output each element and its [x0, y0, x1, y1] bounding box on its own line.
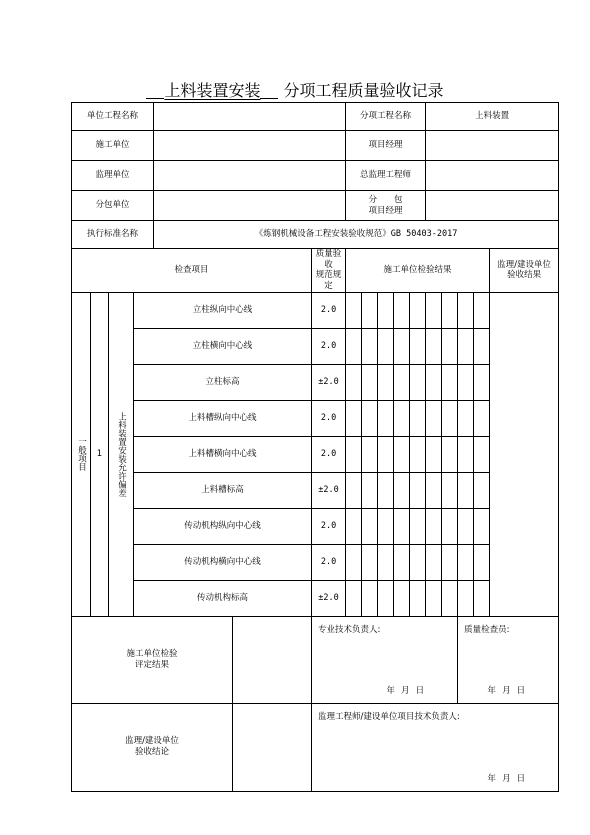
date-month: 月	[502, 773, 511, 784]
item-spec: 2.0	[312, 436, 346, 472]
conclusion-label-line-2: 验收结论	[135, 747, 170, 757]
quality-spec-header-line-1: 质量验收	[315, 249, 342, 270]
result-cell[interactable]	[378, 472, 394, 508]
date-year: 年	[386, 685, 396, 696]
check-item-header: 检查项目	[72, 249, 312, 293]
evaluation-blank[interactable]	[233, 616, 312, 703]
date-year: 年	[487, 773, 497, 784]
result-cell[interactable]	[362, 328, 378, 364]
evaluation-label-line-1: 施工单位检验	[126, 648, 178, 659]
check-item-row	[72, 436, 559, 472]
result-cell[interactable]	[410, 328, 426, 364]
result-cell[interactable]	[458, 580, 474, 616]
unit-project-value[interactable]	[154, 103, 346, 131]
quality-spec-header-line-2: 规范规定	[315, 270, 342, 291]
result-cell[interactable]	[410, 508, 426, 544]
title-underline-left	[146, 97, 164, 99]
item-spec: 2.0	[312, 292, 346, 328]
result-cell[interactable]	[458, 292, 474, 328]
supervision-date	[485, 774, 529, 785]
date-day: 日	[415, 685, 425, 696]
result-cell[interactable]	[426, 580, 442, 616]
result-cell[interactable]	[442, 472, 458, 508]
category-label: 一般项目	[76, 437, 87, 471]
result-cell[interactable]	[410, 472, 426, 508]
result-cell[interactable]	[362, 400, 378, 436]
result-cell[interactable]	[474, 508, 490, 544]
result-cell[interactable]	[378, 436, 394, 472]
item-name: 立柱纵向中心线	[134, 292, 312, 328]
result-cell[interactable]	[474, 436, 490, 472]
result-cell[interactable]	[378, 508, 394, 544]
title-project-name: 上料装置安装	[164, 81, 261, 100]
result-cell[interactable]	[378, 328, 394, 364]
result-cell[interactable]	[378, 364, 394, 400]
result-cell[interactable]	[346, 544, 362, 580]
item-spec: 2.0	[312, 544, 346, 580]
supervision-signer-label: 监理工程师/建设单位项目技术负责人:	[318, 711, 460, 722]
supervision-result-header	[490, 249, 559, 293]
result-cell[interactable]	[362, 508, 378, 544]
result-cell[interactable]	[378, 580, 394, 616]
result-cell[interactable]	[346, 508, 362, 544]
result-cell[interactable]	[458, 400, 474, 436]
item-name: 上料槽横向中心线	[134, 436, 312, 472]
result-cell[interactable]	[394, 436, 410, 472]
item-name: 立柱标高	[134, 364, 312, 400]
standard-label: 执行标准名称	[72, 221, 154, 249]
result-cell[interactable]	[346, 328, 362, 364]
evaluation-label-line-2: 评定结果	[135, 659, 170, 670]
header-row-supervisor	[72, 161, 559, 191]
result-cell[interactable]	[394, 292, 410, 328]
result-cell[interactable]	[426, 292, 442, 328]
sub-manager-label-line-1: 分 包	[368, 194, 403, 205]
result-cell[interactable]	[346, 400, 362, 436]
item-spec: ±2.0	[312, 580, 346, 616]
result-cell[interactable]	[410, 436, 426, 472]
supervision-signature[interactable]	[312, 703, 559, 791]
result-cell[interactable]	[362, 472, 378, 508]
item-spec: ±2.0	[312, 472, 346, 508]
result-cell[interactable]	[458, 508, 474, 544]
result-cell[interactable]	[426, 364, 442, 400]
category-cell	[72, 292, 91, 616]
result-cell[interactable]	[410, 544, 426, 580]
check-item-row	[72, 508, 559, 544]
subcontractor-value[interactable]	[154, 191, 346, 221]
column-header-row	[72, 249, 559, 293]
result-cell[interactable]	[442, 328, 458, 364]
item-spec: 2.0	[312, 328, 346, 364]
evaluation-label	[72, 616, 233, 703]
result-cell[interactable]	[474, 580, 490, 616]
result-cell[interactable]	[426, 508, 442, 544]
result-cell[interactable]	[378, 400, 394, 436]
result-cell[interactable]	[458, 544, 474, 580]
result-cell[interactable]	[458, 472, 474, 508]
unit-project-label: 单位工程名称	[72, 103, 154, 131]
header-row-standard	[72, 221, 559, 249]
conclusion-label-line-1: 监理/建设单位	[125, 736, 179, 747]
date-day: 日	[516, 773, 526, 784]
result-cell[interactable]	[346, 472, 362, 508]
title-underline-right	[260, 97, 278, 99]
item-spec: ±2.0	[312, 364, 346, 400]
tech-lead-label: 专业技术负责人:	[318, 624, 381, 635]
result-cell[interactable]	[394, 544, 410, 580]
standard-value: 《炼钢机械设备工程安装验收规范》GB 50403-2017	[154, 221, 559, 249]
date-day: 日	[516, 685, 526, 696]
result-cell[interactable]	[362, 580, 378, 616]
result-cell[interactable]	[394, 328, 410, 364]
item-name: 传动机构标高	[134, 580, 312, 616]
supervision-result-header-line-1: 监理/建设单位	[497, 259, 552, 270]
item-name: 传动机构横向中心线	[134, 544, 312, 580]
result-cell[interactable]	[378, 544, 394, 580]
result-cell[interactable]	[362, 544, 378, 580]
page-title	[0, 78, 590, 101]
sub-manager-label	[346, 191, 426, 221]
result-cell[interactable]	[474, 544, 490, 580]
check-item-row	[72, 472, 559, 508]
tech-lead-date	[384, 686, 428, 697]
result-cell[interactable]	[394, 364, 410, 400]
result-cell[interactable]	[394, 400, 410, 436]
item-spec: 2.0	[312, 508, 346, 544]
result-cell[interactable]	[442, 436, 458, 472]
result-cell[interactable]	[426, 328, 442, 364]
inspector-date	[485, 686, 529, 697]
project-manager-value[interactable]	[426, 131, 559, 161]
project-manager-label: 项目经理	[346, 131, 426, 161]
result-cell[interactable]	[458, 436, 474, 472]
result-cell[interactable]	[362, 364, 378, 400]
item-name: 上料槽纵向中心线	[134, 400, 312, 436]
check-item-row	[72, 400, 559, 436]
result-cell[interactable]	[474, 328, 490, 364]
quality-spec-header	[312, 249, 346, 293]
result-cell[interactable]	[346, 292, 362, 328]
result-cell[interactable]	[442, 508, 458, 544]
supervisor-label: 监理单位	[72, 161, 154, 191]
supervision-result-cell[interactable]	[490, 292, 559, 616]
sub-manager-label-line-2: 项目经理	[368, 205, 403, 216]
result-cell[interactable]	[458, 328, 474, 364]
date-month: 月	[401, 685, 410, 696]
result-cell[interactable]	[362, 292, 378, 328]
check-item-row	[72, 328, 559, 364]
header-row-unit-project	[72, 103, 559, 131]
result-cell[interactable]	[410, 364, 426, 400]
group-name-label: 上料装置安装允许偏差	[116, 411, 127, 497]
result-cell[interactable]	[378, 292, 394, 328]
supervisor-value[interactable]	[154, 161, 346, 191]
inspector-signature[interactable]	[458, 616, 559, 703]
header-row-subcontractor	[72, 191, 559, 221]
supervision-result-header-line-2: 验收结果	[507, 270, 542, 281]
check-item-row	[72, 292, 559, 328]
result-cell[interactable]	[442, 292, 458, 328]
result-cell[interactable]	[362, 436, 378, 472]
date-month: 月	[502, 685, 511, 696]
item-spec: 2.0	[312, 400, 346, 436]
result-cell[interactable]	[458, 364, 474, 400]
title-suffix: 分项工程质量验收记录	[283, 81, 444, 100]
result-cell[interactable]	[426, 544, 442, 580]
sub-manager-value[interactable]	[426, 191, 559, 221]
result-cell[interactable]	[394, 580, 410, 616]
acceptance-record-table	[71, 102, 559, 792]
group-number-cell: 1	[91, 292, 109, 616]
result-cell[interactable]	[426, 472, 442, 508]
header-row-constructor	[72, 131, 559, 161]
conclusion-label	[72, 703, 233, 791]
result-cell[interactable]	[346, 364, 362, 400]
evaluation-row	[72, 616, 559, 703]
group-name-cell	[109, 292, 134, 616]
constructor-value[interactable]	[154, 131, 346, 161]
sub-project-label: 分项工程名称	[346, 103, 426, 131]
tech-lead-signature[interactable]	[312, 616, 458, 703]
result-cell[interactable]	[474, 364, 490, 400]
chief-engineer-label: 总监理工程师	[346, 161, 426, 191]
chief-engineer-value[interactable]	[426, 161, 559, 191]
constructor-label: 施工单位	[72, 131, 154, 161]
result-cell[interactable]	[346, 436, 362, 472]
result-cell[interactable]	[346, 580, 362, 616]
check-item-row	[72, 364, 559, 400]
result-cell[interactable]	[474, 400, 490, 436]
check-item-row	[72, 580, 559, 616]
result-cell[interactable]	[442, 544, 458, 580]
construction-result-header: 施工单位检验结果	[346, 249, 490, 293]
result-cell[interactable]	[442, 580, 458, 616]
conclusion-row	[72, 703, 559, 791]
result-cell[interactable]	[394, 508, 410, 544]
result-cell[interactable]	[442, 364, 458, 400]
sub-project-value[interactable]: 上料装置	[426, 103, 559, 131]
result-cell[interactable]	[410, 400, 426, 436]
result-cell[interactable]	[442, 400, 458, 436]
inspector-label: 质量检查员:	[464, 624, 510, 635]
result-cell[interactable]	[426, 436, 442, 472]
result-cell[interactable]	[474, 292, 490, 328]
item-name: 立柱横向中心线	[134, 328, 312, 364]
result-cell[interactable]	[394, 472, 410, 508]
subcontractor-label: 分包单位	[72, 191, 154, 221]
date-year: 年	[487, 685, 497, 696]
item-name: 传动机构纵向中心线	[134, 508, 312, 544]
result-cell[interactable]	[474, 472, 490, 508]
result-cell[interactable]	[410, 580, 426, 616]
result-cell[interactable]	[410, 292, 426, 328]
item-name: 上料槽标高	[134, 472, 312, 508]
check-item-row	[72, 544, 559, 580]
result-cell[interactable]	[426, 400, 442, 436]
conclusion-blank[interactable]	[233, 703, 312, 791]
